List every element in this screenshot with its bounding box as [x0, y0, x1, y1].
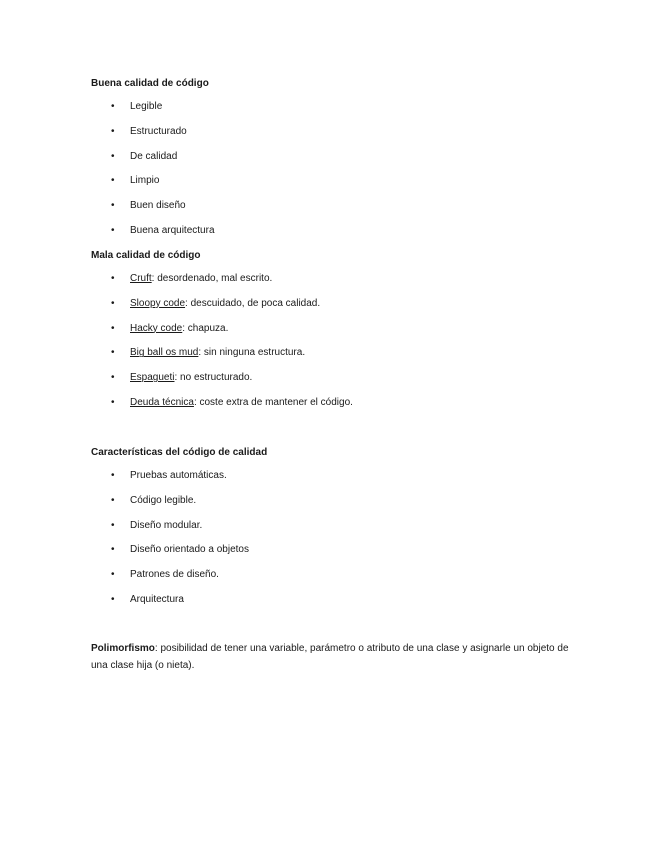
- bullet-icon: •: [111, 200, 115, 212]
- term-description: : descuidado, de poca calidad.: [185, 297, 321, 309]
- bullet-icon: •: [111, 372, 115, 384]
- polymorphism-paragraph: [91, 640, 571, 674]
- list-item-text: [130, 324, 228, 334]
- bullet-icon: •: [111, 297, 115, 309]
- term-big-ball-of-mud: Big ball os mud: [130, 347, 199, 359]
- bullet-icon: •: [111, 494, 115, 506]
- bullet-icon: •: [111, 125, 115, 137]
- bullet-icon: •: [111, 569, 115, 581]
- list-item-text: [130, 373, 252, 383]
- bullet-icon: •: [111, 175, 115, 187]
- polymorphism-definition: : posibilidad de tener una variable, parámetro o atributo de una clase y asignarle un objeto de una clase hija (o nieta).: [91, 643, 569, 671]
- list-item-text: [130, 348, 305, 358]
- bullet-icon: •: [111, 593, 115, 605]
- term-hacky-code: Hacky code: [130, 322, 183, 334]
- bullet-icon: •: [111, 396, 115, 408]
- term-description: : coste extra de mantener el código.: [193, 396, 353, 408]
- list-item-text: Patrones de diseño.: [130, 569, 219, 581]
- term-cruft: Cruft: [130, 273, 152, 284]
- list-item-text: Estructurado: [130, 125, 187, 137]
- section-heading-good-quality: Buena calidad de código: [91, 78, 209, 89]
- list-item-text: Legible: [130, 101, 163, 112]
- bullet-icon: •: [111, 322, 115, 334]
- bullet-icon: •: [111, 519, 115, 531]
- list-item-text: [130, 274, 272, 284]
- list-item-text: Limpio: [130, 175, 160, 187]
- list-item-text: Diseño modular.: [130, 519, 203, 531]
- term-description: : no estructurado.: [174, 372, 253, 384]
- section-heading-characteristics: Características del código de calidad: [91, 447, 268, 458]
- list-item-text: Buen diseño: [130, 200, 186, 212]
- term-description: : chapuza.: [182, 322, 229, 334]
- section-heading-bad-quality: Mala calidad de código: [91, 250, 201, 261]
- bullet-icon: •: [111, 150, 115, 162]
- term-sloopy-code: Sloopy code: [130, 297, 186, 309]
- list-item-text: De calidad: [130, 150, 178, 162]
- term-description: : desordenado, mal escrito.: [151, 273, 273, 284]
- bullet-icon: •: [111, 273, 115, 284]
- list-item-text: Buena arquitectura: [130, 224, 215, 236]
- bullet-icon: •: [111, 347, 115, 359]
- term-description: : sin ninguna estructura.: [198, 347, 306, 359]
- list-item-text: [130, 299, 320, 309]
- bullet-icon: •: [111, 470, 115, 481]
- term-deuda-tecnica: Deuda técnica: [130, 396, 194, 408]
- list-item-text: Arquitectura: [130, 593, 184, 605]
- polymorphism-term: Polimorfismo: [91, 643, 155, 654]
- list-item-text: Diseño orientado a objetos: [130, 544, 249, 556]
- bullet-icon: •: [111, 101, 115, 112]
- bullet-icon: •: [111, 544, 115, 556]
- bullet-icon: •: [111, 224, 115, 236]
- term-espagueti: Espagueti: [130, 372, 175, 384]
- list-item-text: [130, 398, 353, 408]
- list-item-text: Pruebas automáticas.: [130, 470, 227, 481]
- list-item-text: Código legible.: [130, 494, 197, 506]
